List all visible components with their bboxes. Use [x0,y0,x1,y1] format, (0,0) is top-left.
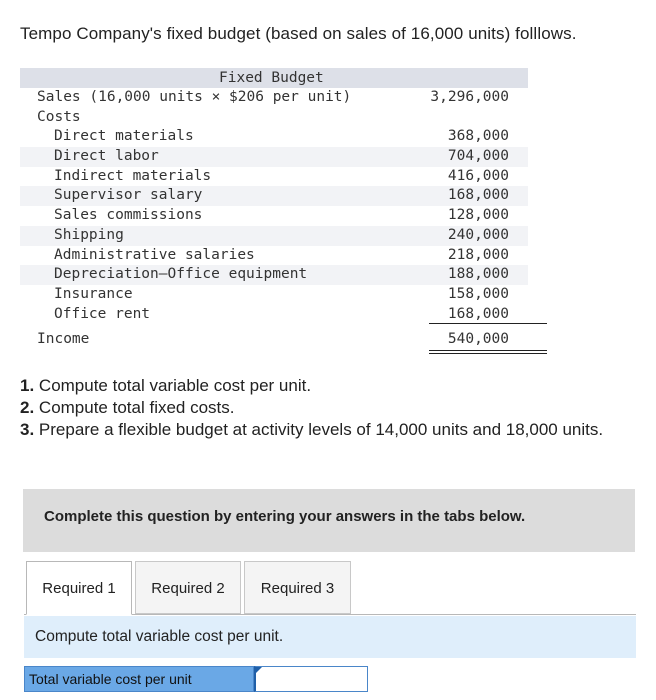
question-item [20,397,620,419]
problem-intro: Tempo Company's fixed budget (based on sales of 16,000 units) folllows. [20,24,577,43]
cost-label: Sales commissions [54,207,203,224]
cost-row [20,127,528,147]
tab-required-3[interactable]: Required 3 [244,561,351,614]
question-item [20,419,620,441]
cost-label: Direct materials [54,128,194,145]
cost-amount: 158,000 [447,285,509,302]
cost-row [20,285,528,305]
cost-row [20,226,528,246]
question-text: Compute total fixed costs. [34,398,235,417]
budget-header-label: Fixed Budget [219,70,324,86]
tab-required-1[interactable]: Required 1 [26,561,132,615]
cost-row [20,186,528,206]
cost-label: Depreciation—Office equipment [54,266,308,283]
question-text: Prepare a flexible budget at activity levels of 14,000 units and 18,000 units. [34,420,604,439]
total-costs-rule [429,323,547,324]
cost-amount: 416,000 [447,167,509,184]
income-amount: 540,000 [447,331,509,348]
required-tabs [24,561,636,615]
complete-prompt-text: Complete this question by entering your answers in the tabs below. [44,508,526,525]
cost-label: Indirect materials [54,167,212,184]
question-item [20,375,620,397]
cost-amount: 368,000 [447,128,509,145]
instruction-text: Compute total variable cost per unit. [35,628,284,645]
answer-label: Total variable cost per unit [24,666,254,692]
budget-header-row [20,68,528,88]
cost-row [20,206,528,226]
fixed-budget-table [20,68,528,350]
costs-label: Costs [37,108,81,125]
cost-amount: 218,000 [447,246,509,263]
question-list [20,375,620,441]
income-label: Income [37,331,90,348]
income-double-rule [429,350,547,354]
sales-label: Sales (16,000 units × $206 per unit) [37,89,352,105]
cost-row [20,265,528,285]
tab-required-2[interactable]: Required 2 [135,561,241,614]
cost-label: Shipping [54,226,124,243]
cost-label: Office rent [54,305,151,322]
income-row [20,330,528,350]
sales-row [20,88,528,108]
cost-amount: 128,000 [447,207,509,224]
question-number: 1. [20,376,35,395]
question-number: 2. [20,398,35,417]
cost-row [20,246,528,266]
cost-label: Administrative salaries [54,246,255,263]
cost-amount: 168,000 [447,187,509,204]
complete-prompt-box [23,489,635,552]
cost-label: Insurance [54,285,133,302]
sales-amount: 3,296,000 [430,89,509,105]
cost-label: Supervisor salary [54,187,203,204]
cost-row [20,147,528,167]
costs-heading-row [20,108,528,128]
instruction-bar [24,616,636,658]
cost-amount: 188,000 [447,266,509,283]
cost-label: Direct labor [54,148,159,165]
cost-row [20,167,528,187]
cost-amount: 704,000 [447,148,509,165]
cost-amount: 240,000 [447,226,509,243]
question-text: Compute total variable cost per unit. [34,376,312,395]
cost-row [20,305,528,325]
answer-row [24,666,368,692]
question-number: 3. [20,420,35,439]
cost-amount: 168,000 [447,305,509,322]
total-variable-cost-input[interactable] [254,666,368,692]
